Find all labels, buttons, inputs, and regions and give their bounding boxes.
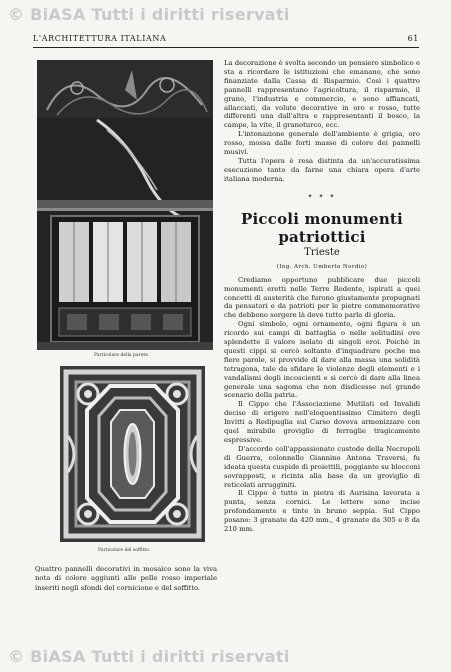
- journal-title: L'ARCHITETTURA ITALIANA: [33, 34, 167, 43]
- article-byline: (Ing. Arch. Umberto Nordio): [276, 263, 368, 270]
- tone-paragraph: L'intonazione generale dell'ambiente è grigia, oro rosso, mossa dalle forti masse di colore dei pannelli musivi.: [224, 130, 420, 157]
- article-subtitle: Trieste: [304, 246, 340, 258]
- article-paragraph: Il Cippo è tutto in pietra di Aurisina lavorata a punta, senza cornici. Le lettere sono incise profondamente e tinte in bruno seppia. Sul Cippo posano: 3 granate da 420 mm., 4 granate da 305 e 8 da 210 mm.: [224, 489, 420, 534]
- door-caption: Particolare della parete.: [94, 353, 150, 358]
- right-column: [224, 59, 420, 534]
- ceiling-photo: [60, 366, 205, 542]
- article-paragraph: D'accordo coll'appassionato custode della Necropoli di Guerra, colonnello Giannino Antona Traversi, fu ideata questa cuspide di proiettili, poggiante su blocconi sovrapposti, e ricinta alla base da un groviglio di reticolati arrugginiti.: [224, 444, 420, 489]
- article-paragraph: Crediamo opportuno pubblicare due piccoli monumenti eretti nelle Terre Redente, ispirati a quei concetti di austerità che furono giustamente propugnati da pensatori e da patrioti per le pietre commemorative che debbono sorgere là dove tutto parla di gloria.: [224, 275, 420, 320]
- header-rule: [33, 47, 419, 48]
- article-title: Piccoli monumenti patriottici: [241, 209, 403, 246]
- mosaic-paragraph: Quattro pannelli decorativi in mosaico sono la viva nota di colore aggiunti alle pelle rosso imperiale inseriti negli sfondi del cornicione e del soffitto.: [35, 565, 217, 592]
- page-number: 61: [407, 34, 419, 43]
- execution-paragraph: Tutta l'opera è resa distinta da un'accuratissima esecuzione tanto da farne una chiara opera d'arte italiana moderna.: [224, 156, 420, 183]
- ceiling-caption: Particolare del soffitto.: [98, 548, 151, 553]
- article-paragraph: Ogni simbolo, ogni ornamento, ogni figura è un ricordo sui campi di battaglia o nelle solitudini ove splendette il valore isolato di singoli eroi. Poichè in questi cippi si cercò soltanto d'inquadrare poche ma fiere parole, si provvide di dare alla massa una solidità tetragona, tale da sfidare le violenze degli elementi e i vandalismi degli incoscienti e si cercò di dare alla linea generale una sagoma che non disdicesse nel grande scenario della patria.: [224, 320, 420, 400]
- ceiling-photo-image: [60, 366, 205, 542]
- decoration-paragraph: La decorazione è svolta secondo un pensiero simbolico e sta a ricordare le istituzioni che emanano, che sono finanziate dalla Cassa di Risparmio. Così i quattro pannelli rappresentano l'agricoltura, il risparmio, il grano, l'industria e commercio, e sono affiancati, allacciati, da volute decorative in oro e rosso, tutte differenti una dall'altra e rappresentanti il bosco, la campe, la vite, il granoturco, ecc.: [224, 59, 420, 130]
- watermark-top: © BiASA Tutti i diritti riservati: [8, 5, 290, 24]
- door-photo-image: [37, 60, 213, 350]
- article-paragraph: Il Cippo che l'Associazione Mutilati ed Invalidi decise di erigere nell'eloquentissimo Cimitero degli Invitti a Redipuglia sul Carso doveva armonizzare con quel mirabile groviglio di ferraglie tragicamente espressive.: [224, 400, 420, 444]
- door-photo: [37, 60, 213, 350]
- section-separator: ✦ ✦ ✦: [307, 192, 337, 200]
- watermark-bottom: © BiASA Tutti i diritti riservati: [8, 647, 290, 666]
